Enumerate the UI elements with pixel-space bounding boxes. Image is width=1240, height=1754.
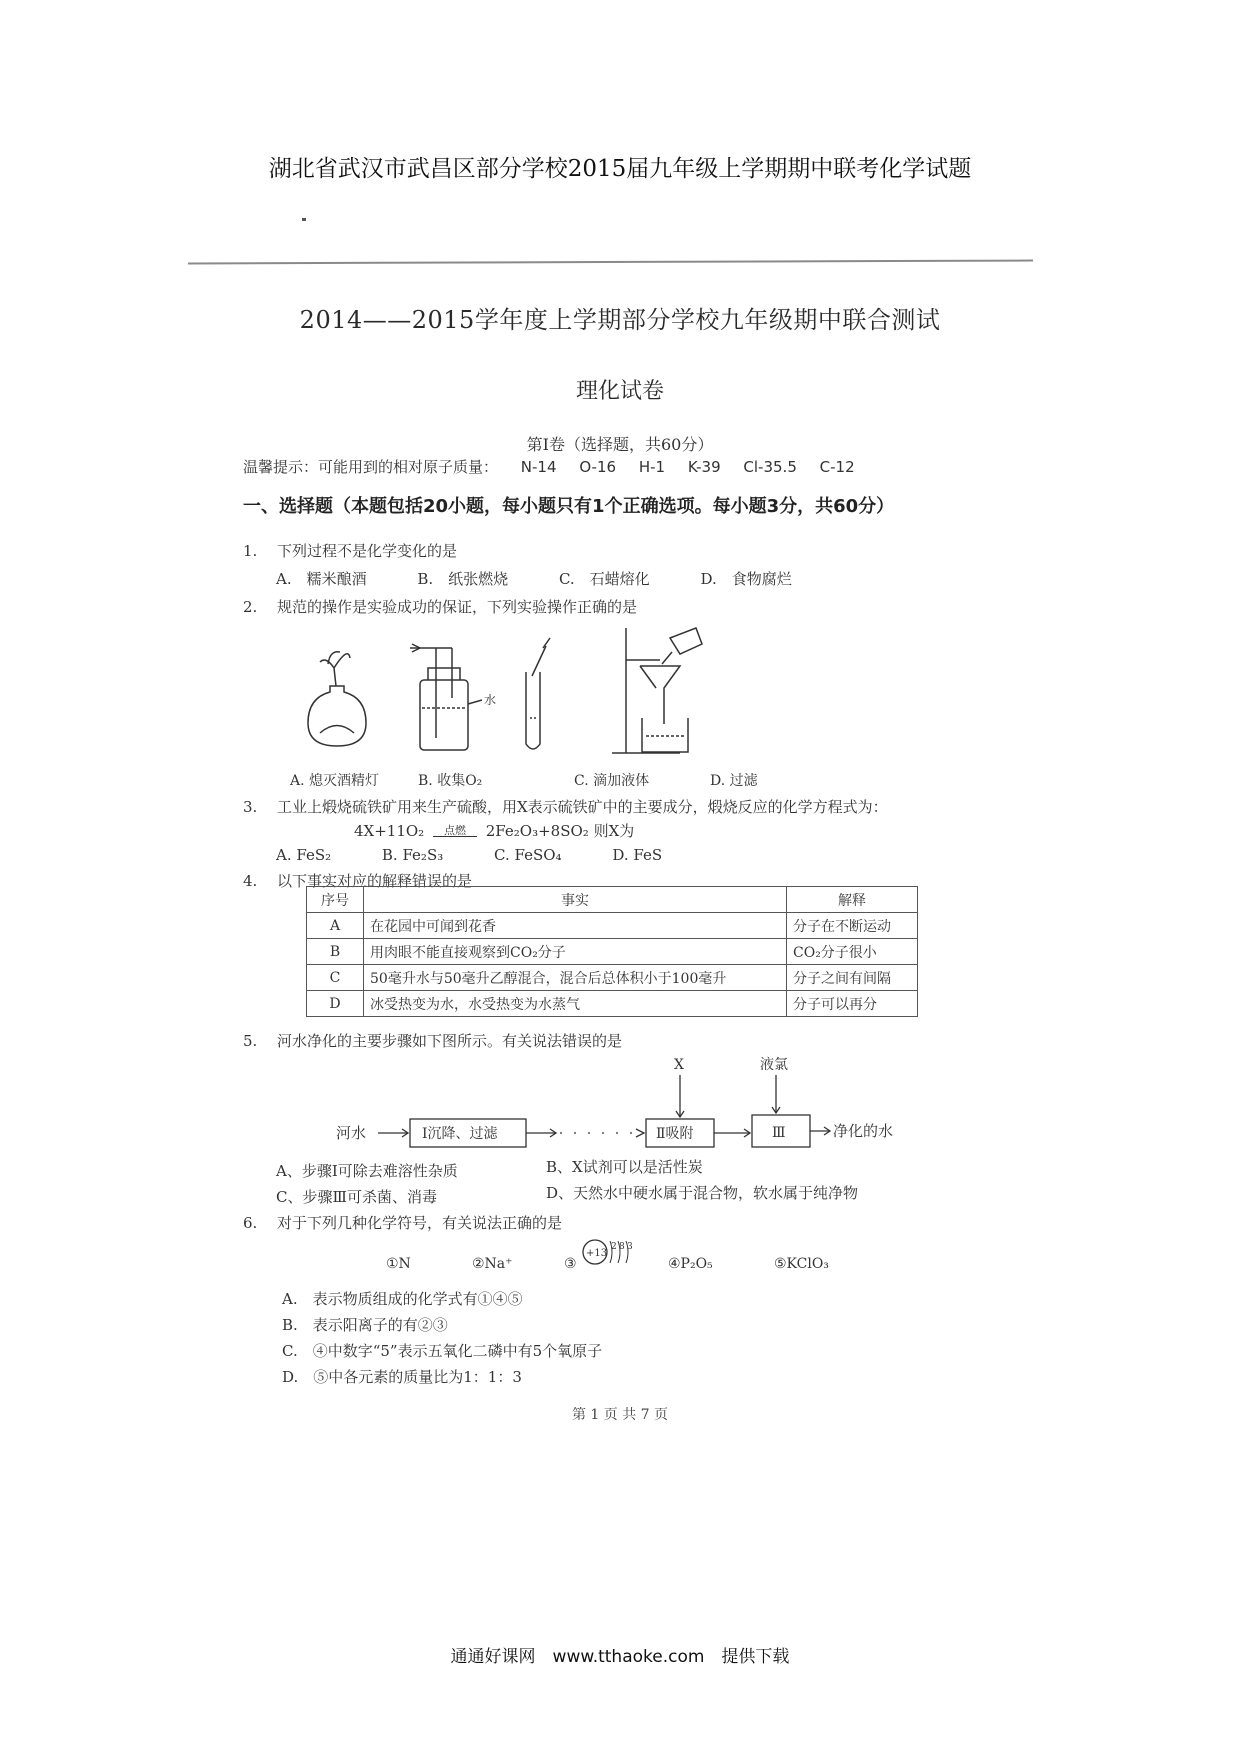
option-c: C. FeSO₄ [494, 846, 562, 864]
row-explanation: 分子之间有间隔 [787, 965, 918, 991]
mass-h: H-1 [638, 458, 666, 476]
option-a: A. 糯米酿酒 [276, 570, 367, 588]
option-a: A. FeS₂ [276, 846, 332, 864]
flow-input-x: X [674, 1057, 684, 1073]
shell-3: 3 [627, 1242, 633, 1252]
symbol-2: ②Na⁺ [472, 1256, 513, 1272]
row-label: D [307, 991, 364, 1017]
symbol-4: ④P₂O₅ [668, 1256, 713, 1272]
row-fact: 在花园中可闻到花香 [364, 913, 787, 939]
filtration-figure [612, 628, 702, 753]
caption-b: B. 收集O₂ [418, 773, 483, 789]
row-fact: 冰受热变为水，水受热变为水蒸气 [364, 991, 787, 1017]
caption-d: D. 过滤 [710, 773, 758, 789]
alcohol-lamp-figure [308, 652, 366, 746]
section-title: 一、选择题（本题包括20小题，每小题只有1个正确选项。每小题3分，共60分） [243, 496, 895, 517]
flow-step-1: Ⅰ沉降、过滤 [422, 1126, 498, 1142]
flow-step-3: Ⅲ [772, 1125, 786, 1141]
question-text: 下列过程不是化学变化的是 [277, 542, 458, 560]
table-row [307, 965, 918, 991]
row-fact: 用肉眼不能直接观察到CO₂分子 [364, 939, 787, 965]
option-c: C. 石蜡熔化 [558, 570, 650, 588]
exam-title: 2014——2015学年度上学期部分学校九年级期中联合测试 [299, 306, 941, 334]
gas-collection-bottle-figure [410, 644, 482, 750]
question-2-stem [243, 596, 637, 617]
option-d: D、天然水中硬水属于混合物，软水属于纯净物 [546, 1184, 859, 1202]
question-number: 2. [243, 598, 258, 616]
question-6-stem [243, 1212, 562, 1233]
table-row [307, 939, 918, 965]
table-header-row [307, 887, 918, 913]
question-text: 河水净化的主要步骤如下图所示。有关说法错误的是 [277, 1032, 623, 1050]
caption-c: C. 滴加液体 [574, 773, 650, 789]
mass-o: O-16 [579, 458, 617, 476]
shell-2: 8 [619, 1242, 625, 1252]
option-b: B. Fe₂S₃ [381, 846, 444, 864]
row-label: A [307, 913, 364, 939]
question-1-stem [243, 540, 457, 561]
scan-speck [302, 218, 306, 221]
equation-left: 4X+11O₂ [354, 822, 425, 840]
question-1-options [276, 568, 838, 589]
option-a: A、步骤Ⅰ可除去难溶性杂质 [276, 1162, 458, 1180]
shell-1: 2 [611, 1242, 617, 1252]
question-number: 6. [243, 1214, 258, 1232]
mass-cl: Cl-35.5 [743, 458, 797, 476]
atomic-mass-tip [243, 456, 873, 477]
question-number: 4. [243, 872, 258, 890]
apparatus-figures [300, 628, 820, 758]
row-explanation: CO₂分子很小 [787, 939, 918, 965]
option-d: D. ⑤中各元素的质量比为1：1：3 [282, 1368, 522, 1386]
question-3-stem [243, 796, 888, 817]
option-c: C、步骤Ⅲ可杀菌、消毒 [276, 1188, 437, 1206]
table-row [307, 913, 918, 939]
flow-input-chlorine: 液氯 [760, 1057, 788, 1073]
mass-k: K-39 [687, 458, 721, 476]
flow-end: 净化的水 [833, 1122, 894, 1140]
mass-n: N-14 [520, 458, 557, 476]
water-label: 水 [484, 693, 497, 707]
document-title: 湖北省武汉市武昌区部分学校2015届九年级上学期期中联考化学试题 [268, 156, 972, 182]
option-b: B、X试剂可以是活性炭 [546, 1158, 703, 1176]
flow-step-2: Ⅱ吸附 [656, 1126, 694, 1142]
row-explanation: 分子可以再分 [787, 991, 918, 1017]
question-text: 以下事实对应的解释错误的是 [277, 872, 473, 890]
flow-start: 河水 [336, 1124, 367, 1142]
exam-subtitle: 理化试卷 [575, 379, 664, 404]
question-text: 对于下列几种化学符号，有关说法正确的是 [277, 1214, 563, 1232]
row-fact: 50毫升水与50毫升乙醇混合，混合后总体积小于100毫升 [364, 965, 787, 991]
tip-label: 温馨提示：可能用到的相对原子质量： [243, 458, 499, 476]
page-number: 第 1 页 共 7 页 [571, 1407, 669, 1423]
reaction-arrow [433, 825, 477, 841]
option-a: A. 表示物质组成的化学式有①④⑤ [282, 1290, 523, 1308]
test-tube-dropper-figure [526, 638, 550, 749]
table-row [307, 991, 918, 1017]
mass-c: C-12 [819, 458, 855, 476]
equation-right: 2Fe₂O₃+8SO₂ 则X为 [485, 822, 635, 840]
footer-credit: 通通好课网 www.tthaoke.com 提供下载 [450, 1647, 790, 1667]
part-title: 第Ⅰ卷（选择题，共60分） [526, 435, 714, 454]
symbol-5: ⑤KClO₃ [774, 1256, 829, 1272]
header-number: 序号 [307, 887, 364, 913]
row-label: C [307, 965, 364, 991]
question-number: 1. [243, 542, 258, 560]
question-text: 工业上煅烧硫铁矿用来生产硫酸，用X表示硫铁矿中的主要成分，煅烧反应的化学方程式为： [277, 798, 888, 816]
question-number: 5. [243, 1032, 258, 1050]
aluminum-ion-structure-diagram [580, 1236, 632, 1268]
facts-table [306, 886, 918, 1017]
question-3-equation [354, 820, 634, 841]
row-explanation: 分子在不断运动 [787, 913, 918, 939]
question-number: 3. [243, 798, 258, 816]
header-fact: 事实 [364, 887, 787, 913]
option-b: B. 纸张燃烧 [417, 570, 509, 588]
option-d: D. FeS [612, 846, 663, 864]
caption-a: A. 熄灭酒精灯 [290, 773, 380, 789]
option-c: C. ④中数字“5”表示五氧化二磷中有5个氧原子 [282, 1342, 603, 1360]
purification-flowchart [336, 1053, 896, 1163]
option-d: D. 食物腐烂 [700, 570, 792, 588]
nucleus-charge: +13 [586, 1248, 608, 1259]
question-5-stem [243, 1030, 622, 1051]
question-text: 规范的操作是实验成功的保证，下列实验操作正确的是 [277, 598, 638, 616]
symbol-3: ③ [564, 1256, 577, 1272]
option-b: B. 表示阳离子的有②③ [282, 1316, 448, 1334]
header-explanation: 解释 [787, 887, 918, 913]
question-3-options [276, 846, 708, 864]
symbol-1: ①N [386, 1256, 411, 1272]
divider-line [188, 260, 1033, 265]
reaction-condition: 点燃 [443, 824, 466, 837]
row-label: B [307, 939, 364, 965]
